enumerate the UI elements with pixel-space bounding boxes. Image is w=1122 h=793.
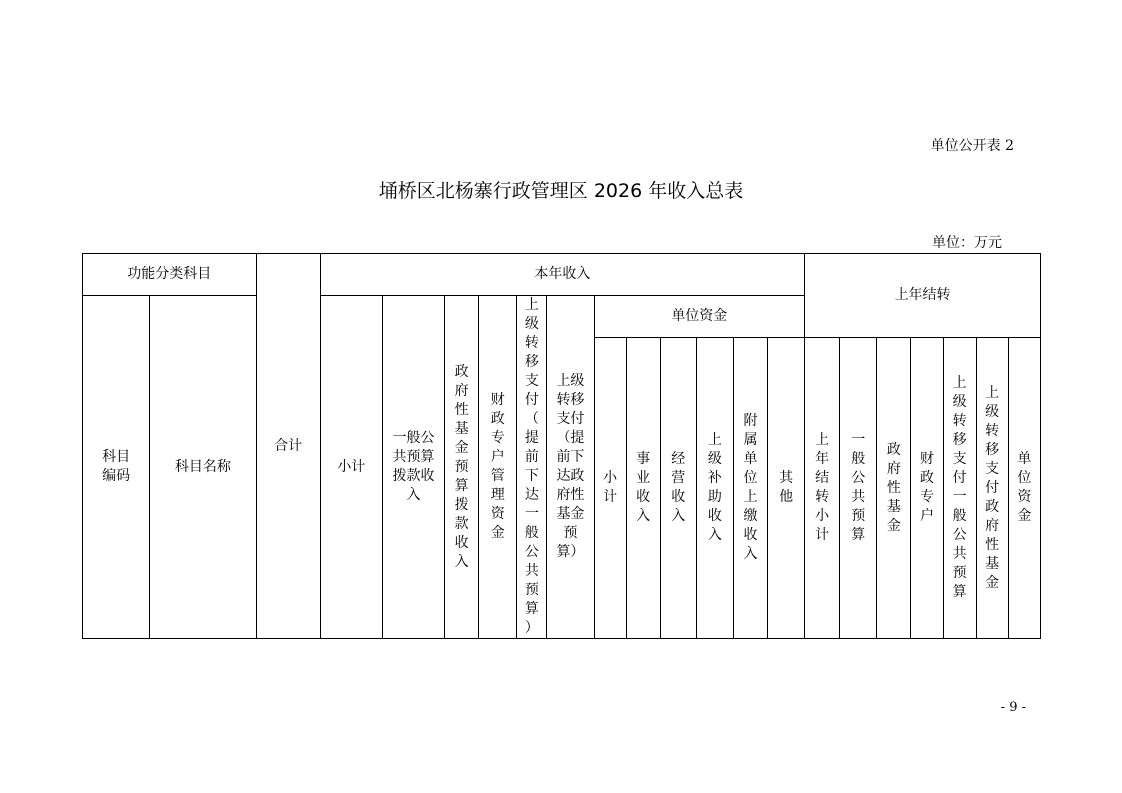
carryover-subtotal-header: 上年结转小计 xyxy=(805,338,840,639)
transfer-general-public-header: 上级转移支付（提前下达一般公共预算） xyxy=(517,296,547,639)
carryover-transfer-general-header: 上级转移支付一般公共预算 xyxy=(943,338,976,639)
current-year-income-header: 本年收入 xyxy=(320,254,804,296)
carryover-fiscal-special-header: 财政专户 xyxy=(911,338,943,639)
fiscal-special-mgmt-funds-header: 财政专户管理资金 xyxy=(479,296,517,639)
operating-income-header: 经营收入 xyxy=(660,338,696,639)
income-subtotal-header: 小计 xyxy=(320,296,382,639)
carryover-unit-funds-header: 单位资金 xyxy=(1008,338,1040,639)
transfer-gov-fund-header: 上级转移支付（提前下达政府性基金预算） xyxy=(547,296,594,639)
carryover-transfer-fund-header: 上级转移支付政府性基金 xyxy=(976,338,1008,639)
carryover-gov-fund-header: 政府性基金 xyxy=(877,338,911,639)
subject-code-header: 科目编码 xyxy=(83,296,150,639)
page-title: 埇桥区北杨寨行政管理区 2026 年收入总表 xyxy=(378,180,744,202)
table-number: 单位公开表 2 xyxy=(930,138,1014,154)
general-public-budget-allocation-header: 一般公共预算拨款收入 xyxy=(382,296,444,639)
page-number: - 9 - xyxy=(1000,700,1026,715)
unit-funds-header: 单位资金 xyxy=(594,296,805,338)
income-summary-table xyxy=(82,253,1041,639)
gov-fund-budget-allocation-header: 政府性基金预算拨款收入 xyxy=(445,296,479,639)
subject-name-header: 科目名称 xyxy=(150,296,256,639)
other-header: 其他 xyxy=(768,338,805,639)
business-income-header: 事业收入 xyxy=(626,338,660,639)
unit-funds-subtotal-header: 小计 xyxy=(594,338,626,639)
superior-subsidy-header: 上级补助收入 xyxy=(696,338,733,639)
affiliated-remit-header: 附属单位上缴收入 xyxy=(733,338,767,639)
total-header: 合计 xyxy=(256,254,320,639)
carryover-general-public-header: 一般公共预算 xyxy=(840,338,877,639)
carryover-header: 上年结转 xyxy=(805,254,1041,338)
functional-category-header: 功能分类科目 xyxy=(83,254,257,296)
unit-label: 单位：万元 xyxy=(932,235,1002,251)
